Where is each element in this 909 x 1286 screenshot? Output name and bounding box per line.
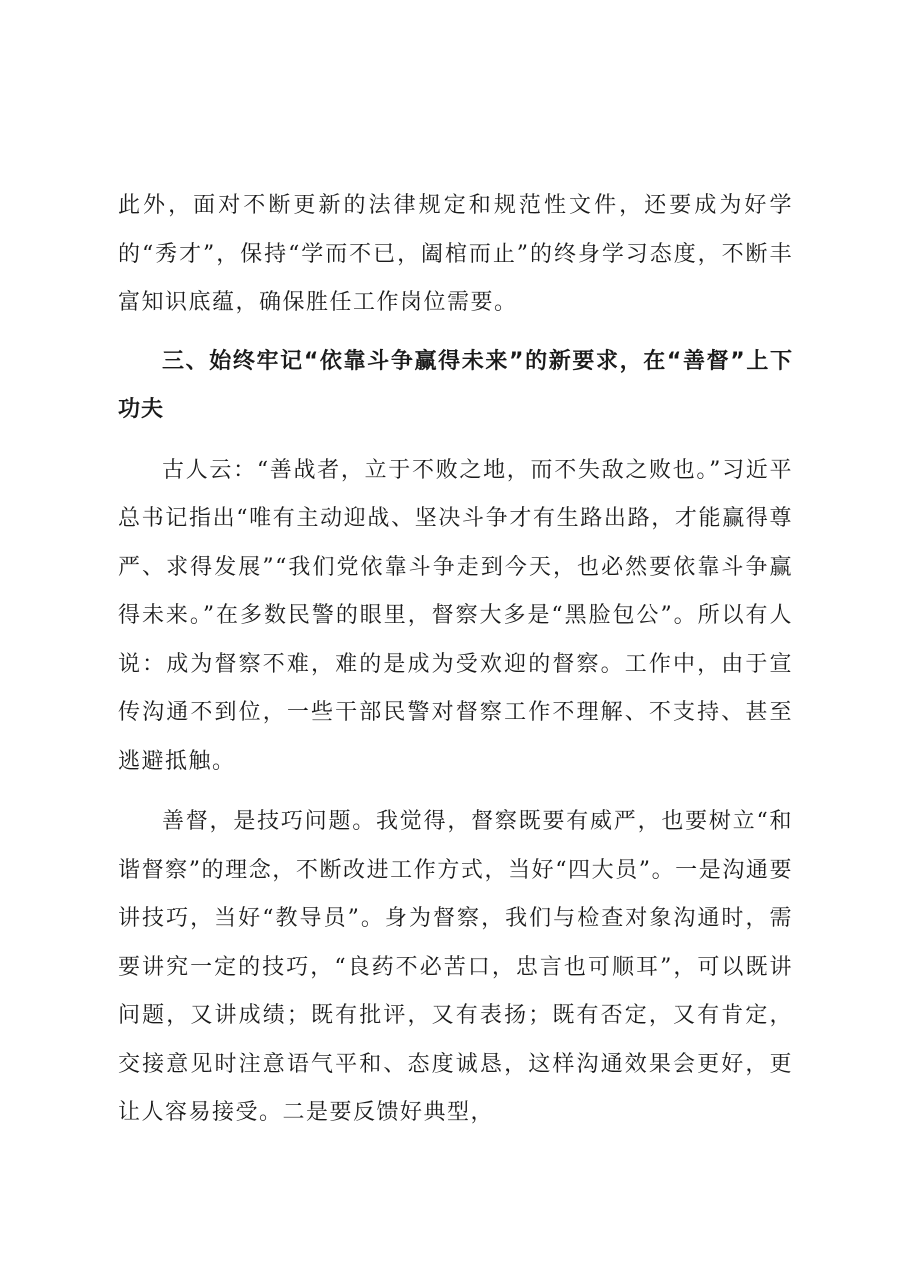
document-body: [118, 182, 793, 1138]
section-heading-3: 三、始终牢记“依靠斗争赢得未来”的新要求，在“善督”上下功夫: [118, 348, 793, 422]
body-paragraph-3: 善督，是技巧问题。我觉得，督察既要有威严，也要树立“和谐督察”的理念，不断改进工作方式，当好“四大员”。一是沟通要讲技巧，当好“教导员”。身为督察，我们与检查对象沟通时，需要讲究一定的技巧，“良药不必苦口，忠言也可顺耳”，可以既讲问题，又讲成绩；既有批评，又有表扬；既有否定，又有肯定，交接意见时注意语气平和、态度诚恳，这样沟通效果会更好，更让人容易接受。二是要反馈好典型，: [118, 809, 793, 1125]
body-paragraph-1: 此外，面对不断更新的法律规定和规范性文件，还要成为好学的“秀才”，保持“学而不已，阖棺而止”的终身学习态度，不断丰富知识底蕴，确保胜任工作岗位需要。: [118, 193, 793, 315]
body-paragraph-2: 古人云：“善战者，立于不败之地，而不失敌之败也。”习近平总书记指出“唯有主动迎战、坚决斗争才有生路出路，才能赢得尊严、求得发展”“我们党依靠斗争走到今天，也必然要依靠斗争赢得未来。”在多数民警的眼里，督察大多是“黑脸包公”。所以有人说：成为督察不难，难的是成为受欢迎的督察。工作中，由于宣传沟通不到位，一些干部民警对督察工作不理解、不支持、甚至逃避抵触。: [118, 457, 793, 774]
